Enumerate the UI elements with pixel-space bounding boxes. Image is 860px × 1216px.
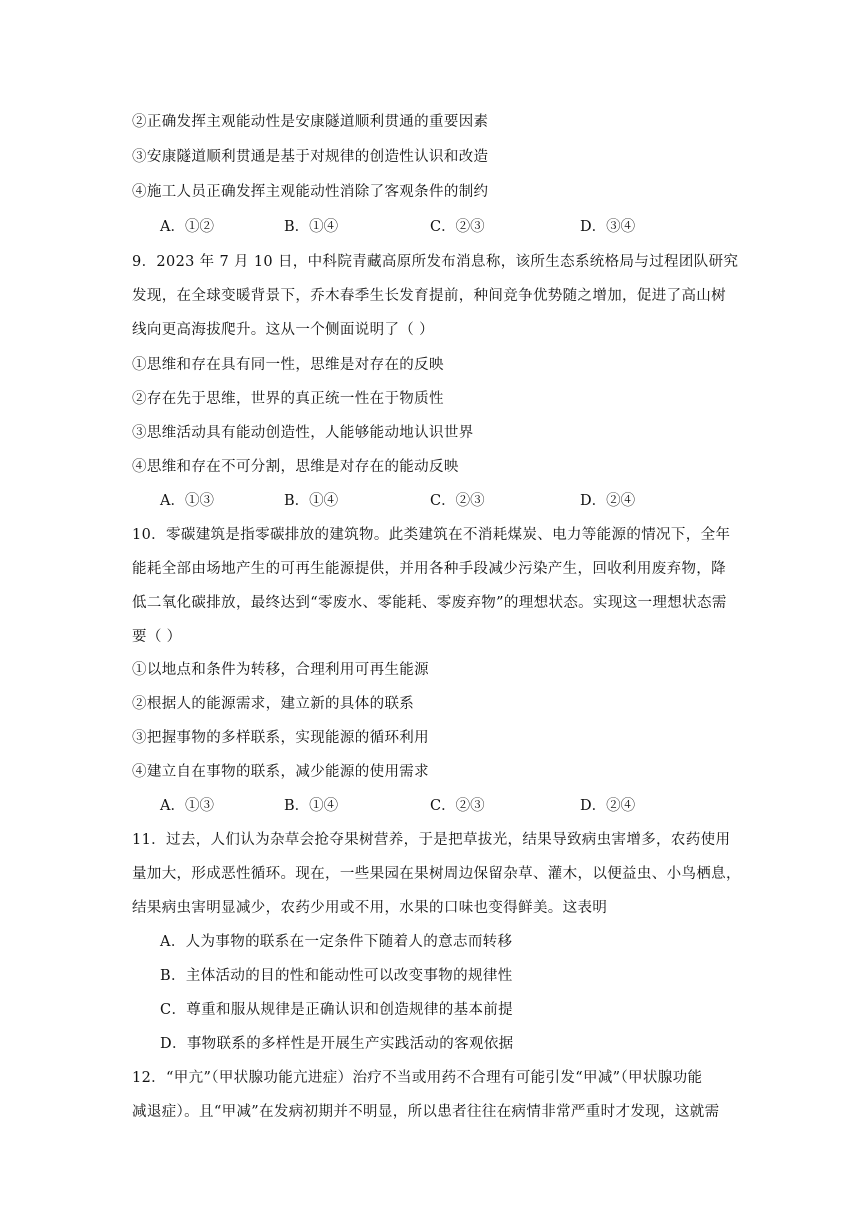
q9-option-a: A．①③ bbox=[160, 493, 214, 509]
q11-stem-line-1: 11．过去，人们认为杂草会抢夺果树营养，于是把草拔光，结果导致病虫害增多，农药使用 bbox=[132, 832, 731, 848]
q9-stem-line-2: 发现，在全球变暖背景下，乔木春季生长发育提前，种间竞争优势随之增加，促进了高山树 bbox=[132, 288, 726, 304]
q10-stem-line-1: 10．零碳建筑是指零碳排放的建筑物。此类建筑在不消耗煤炭、电力等能源的情况下，全年 bbox=[132, 527, 731, 543]
q10-option-c: C．②③ bbox=[430, 798, 485, 814]
q8-option-a: A．①② bbox=[160, 219, 214, 235]
q9-option-b: B．①④ bbox=[284, 493, 339, 509]
q8-statement-3: ③安康隧道顺利贯通是基于对规律的创造性认识和改造 bbox=[132, 149, 489, 165]
q8-statement-2: ②正确发挥主观能动性是安康隧道顺利贯通的重要因素 bbox=[132, 114, 489, 130]
q9-option-c: C．②③ bbox=[430, 493, 485, 509]
q10-statement-3: ③把握事物的多样联系，实现能源的循环利用 bbox=[132, 730, 429, 746]
q9-stem-line-1: 9．2023 年 7 月 10 日，中科院青藏高原所发布消息称，该所生态系统格局与过程团队研究 bbox=[132, 254, 739, 270]
q8-statement-4: ④施工人员正确发挥主观能动性消除了客观条件的制约 bbox=[132, 184, 489, 200]
q10-stem-line-3: 低二氧化碳排放，最终达到“零废水、零能耗、零废弃物”的理想状态。实现这一理想状态需 bbox=[132, 595, 727, 611]
q9-statement-2: ②存在先于思维，世界的真正统一性在于物质性 bbox=[132, 391, 444, 407]
q9-statement-3: ③思维活动具有能动创造性，人能够能动地认识世界 bbox=[132, 425, 474, 441]
q9-option-d: D．②④ bbox=[580, 493, 636, 509]
q9-statement-4: ④思维和存在不可分割，思维是对存在的能动反映 bbox=[132, 459, 459, 475]
q11-stem-line-3: 结果病虫害明显减少，农药少用或不用，水果的口味也变得鲜美。这表明 bbox=[132, 900, 608, 916]
q12-stem-line-2: 减退症）。且“甲减”在发病初期并不明显，所以患者往往在病情非常严重时才发现，这就需 bbox=[132, 1104, 720, 1120]
q11-option-a: A．人为事物的联系在一定条件下随着人的意志而转移 bbox=[160, 934, 513, 950]
q12-stem-line-1: 12．“甲亢”（甲状腺功能亢进症）治疗不当或用药不合理有可能引发“甲减”（甲状腺功能 bbox=[132, 1070, 703, 1086]
q10-statement-1: ①以地点和条件为转移，合理利用可再生能源 bbox=[132, 662, 429, 678]
q9-statement-1: ①思维和存在具有同一性，思维是对存在的反映 bbox=[132, 357, 444, 373]
q10-option-b: B．①④ bbox=[284, 798, 339, 814]
q10-statement-2: ②根据人的能源需求，建立新的具体的联系 bbox=[132, 696, 415, 712]
q8-option-d: D．③④ bbox=[580, 219, 636, 235]
q10-stem-line-2: 能耗全部由场地产生的可再生能源提供，并用各种手段减少污染产生，回收利用废弃物，降 bbox=[132, 561, 726, 577]
q11-option-c: C．尊重和服从规律是正确认识和创造规律的基本前提 bbox=[160, 1002, 513, 1018]
q8-option-b: B．①④ bbox=[284, 219, 339, 235]
q11-option-b: B．主体活动的目的性和能动性可以改变事物的规律性 bbox=[160, 968, 513, 984]
q9-stem-line-3: 线向更高海拔爬升。这从一个侧面说明了（ ） bbox=[132, 322, 434, 338]
q11-option-d: D．事物联系的多样性是开展生产实践活动的客观依据 bbox=[160, 1036, 514, 1052]
q10-option-a: A．①③ bbox=[160, 798, 214, 814]
q11-stem-line-2: 量加大，形成恶性循环。现在，一些果园在果树周边保留杂草、灌木，以便益虫、小鸟栖息， bbox=[132, 866, 741, 882]
q10-statement-4: ④建立自在事物的联系，减少能源的使用需求 bbox=[132, 764, 429, 780]
q10-stem-line-4: 要（ ） bbox=[132, 629, 182, 645]
q10-option-d: D．②④ bbox=[580, 798, 636, 814]
q8-option-c: C．②③ bbox=[430, 219, 485, 235]
